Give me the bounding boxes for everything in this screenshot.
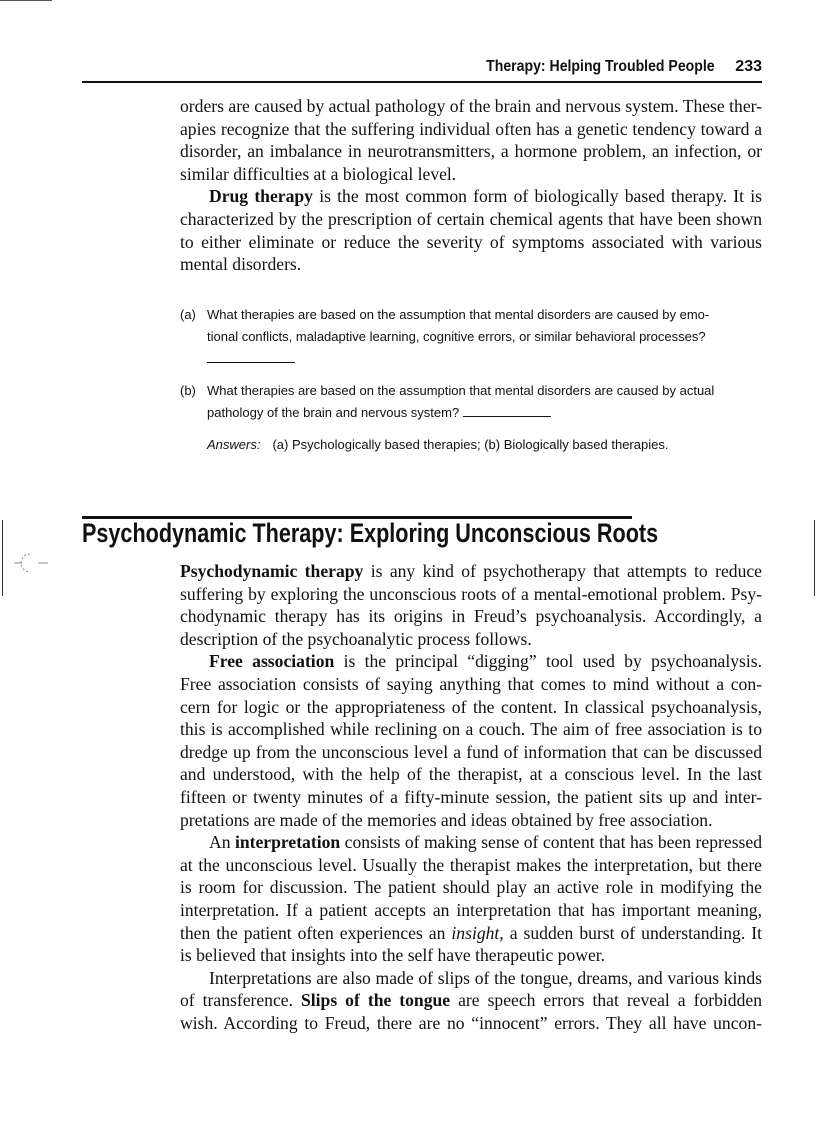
key-term: interpretation bbox=[234, 832, 341, 853]
text-run: Interpretations are also made of slips of the tongue, dreams, and various kinds bbox=[209, 967, 762, 988]
text-run: interpretation. If a patient accepts an interpretation that has important meaning, bbox=[180, 899, 762, 920]
text-run: fifteen or twenty minutes of a fifty-minute session, the patient sits up and inter- bbox=[180, 786, 762, 807]
text-line bbox=[180, 741, 762, 764]
text-run: then the patient often experiences an bbox=[180, 922, 452, 943]
paragraph bbox=[180, 650, 762, 831]
answers-label: Answers: bbox=[207, 437, 261, 452]
text-line bbox=[180, 231, 762, 254]
text-run: pretations are made of the memories and ideas obtained by free association. bbox=[180, 809, 713, 830]
text-line bbox=[180, 876, 762, 899]
answers-text: (a) Psychologically based therapies; (b) Biologically based therapies. bbox=[272, 437, 669, 452]
text-run: orders are caused by actual pathology of the brain and nervous system. These ther- bbox=[180, 96, 762, 116]
text-run: chodynamic therapy has its origins in Freud’s psychoanalysis. Accordingly, a bbox=[180, 606, 762, 627]
running-header bbox=[82, 58, 762, 82]
text-line bbox=[180, 605, 762, 628]
text-run: consists of making sense of content that has been repressed bbox=[340, 832, 762, 853]
text-run: at the unconscious level. Usually the therapist makes the interpretation, but there bbox=[180, 854, 762, 875]
text-line bbox=[180, 944, 762, 967]
text-run: this is accomplished while reclining on a couch. The aim of free association is to bbox=[180, 719, 762, 740]
question-text: tional conflicts, maladaptive learning, cognitive errors, or similar behavioral processes? bbox=[207, 329, 706, 344]
paragraph bbox=[180, 95, 762, 185]
text-line bbox=[180, 1012, 762, 1035]
text-line bbox=[180, 583, 762, 606]
text-run: suffering by exploring the unconscious roots of a mental-emotional problem. Psy- bbox=[180, 583, 762, 604]
text-line bbox=[180, 628, 762, 651]
text-line bbox=[180, 163, 762, 186]
answer-blank[interactable] bbox=[207, 350, 295, 363]
text-line bbox=[180, 967, 762, 990]
text-run: a sudden burst of understanding. It bbox=[503, 922, 762, 943]
text-line bbox=[180, 854, 762, 877]
text-line bbox=[180, 185, 762, 208]
text-line bbox=[180, 786, 762, 809]
text-line bbox=[180, 560, 762, 583]
question-b: (b) What therapies are based on the assumption that mental disorders are caused by actual pathology of the brain and nervous system? bbox=[180, 383, 715, 420]
text-run: are speech errors that reveal a forbidden bbox=[450, 990, 762, 1011]
answer-blank[interactable] bbox=[463, 404, 551, 417]
text-run: description of the psychoanalytic process follows. bbox=[180, 628, 532, 649]
text-run: is room for discussion. The patient should play an active role in modifying the bbox=[180, 877, 762, 898]
text-line bbox=[180, 673, 762, 696]
text-line bbox=[180, 95, 762, 118]
text-line bbox=[180, 899, 762, 922]
section-heading: Psychodynamic Therapy: Exploring Unconscious Roots bbox=[82, 518, 659, 548]
question-a: (a) What therapies are based on the assumption that mental disorders are caused by emo- tional conflicts, maladaptive learning, cognitive errors, or similar behavioral processes? bbox=[180, 304, 770, 380]
paragraph bbox=[180, 967, 762, 1035]
text-line bbox=[180, 809, 762, 832]
text-run: An bbox=[209, 832, 235, 853]
page-number: 233 bbox=[735, 58, 762, 75]
review-questions bbox=[180, 304, 770, 456]
text-run: and understood, with the help of the therapist, at a conscious level. In the last bbox=[180, 764, 762, 785]
question-text: What therapies are based on the assumption that mental disorders are caused by actual bbox=[207, 383, 715, 398]
header-title: Therapy: Helping Troubled People bbox=[486, 58, 715, 75]
crop-mark bbox=[0, 0, 52, 1]
text-run: Free association consists of saying anything that comes to mind without a con- bbox=[180, 673, 762, 694]
question-text: pathology of the brain and nervous system? bbox=[207, 405, 460, 420]
margin-mark-left bbox=[2, 520, 3, 596]
text-run: disorder, an imbalance in neurotransmitters, a hormone problem, an infection, or bbox=[180, 141, 762, 162]
key-term: Free association bbox=[209, 651, 335, 672]
text-run: is the principal “digging” tool used by psychoanalysis. bbox=[334, 651, 762, 672]
key-term: Psychodynamic therapy bbox=[180, 561, 364, 581]
answers bbox=[180, 434, 770, 456]
header-rule bbox=[82, 81, 762, 83]
question-text: What therapies are based on the assumption that mental disorders are caused by emo- bbox=[207, 307, 710, 322]
intro-text bbox=[180, 95, 762, 276]
text-line bbox=[180, 118, 762, 141]
text-line bbox=[180, 831, 762, 854]
text-run: similar difficulties at a biological level. bbox=[180, 163, 457, 184]
text-run: cern for logic or the appropriateness of the content. In classical psychoanalysis, bbox=[180, 696, 762, 717]
text-line bbox=[180, 989, 762, 1012]
key-term: Slips of the tongue bbox=[301, 990, 451, 1011]
text-run: wish. According to Freud, there are no “innocent” errors. They all have uncon- bbox=[180, 1012, 762, 1033]
text-run: mental disorders. bbox=[180, 254, 302, 275]
text-run: is the most common form of biologically based therapy. It is bbox=[312, 186, 762, 207]
text-line bbox=[180, 922, 762, 945]
text-line bbox=[180, 763, 762, 786]
text-run: of transference. bbox=[180, 990, 301, 1011]
text-run: is any kind of psychotherapy that attempts to reduce bbox=[363, 561, 762, 581]
registration-mark bbox=[14, 552, 36, 574]
text-line bbox=[180, 253, 762, 276]
text-run: characterized by the prescription of certain chemical agents that have been shown bbox=[180, 208, 762, 229]
text-run: apies recognize that the suffering individual often has a genetic tendency toward a bbox=[180, 118, 762, 139]
emphasis: insight, bbox=[451, 922, 504, 943]
text-line bbox=[180, 140, 762, 163]
margin-mark-right bbox=[814, 520, 815, 596]
text-line bbox=[180, 718, 762, 741]
text-line bbox=[180, 208, 762, 231]
text-line bbox=[180, 696, 762, 719]
paragraph bbox=[180, 831, 762, 967]
text-run: to either eliminate or reduce the severity of symptoms associated with various bbox=[180, 231, 762, 252]
text-run: dredge up from the unconscious level a fund of information that can be discussed bbox=[180, 741, 762, 762]
paragraph bbox=[180, 185, 762, 275]
body-text bbox=[180, 560, 762, 1034]
paragraph bbox=[180, 560, 762, 650]
key-term: Drug therapy bbox=[209, 186, 313, 207]
text-line bbox=[180, 650, 762, 673]
text-run: is believed that insights into the self have therapeutic power. bbox=[180, 945, 606, 966]
